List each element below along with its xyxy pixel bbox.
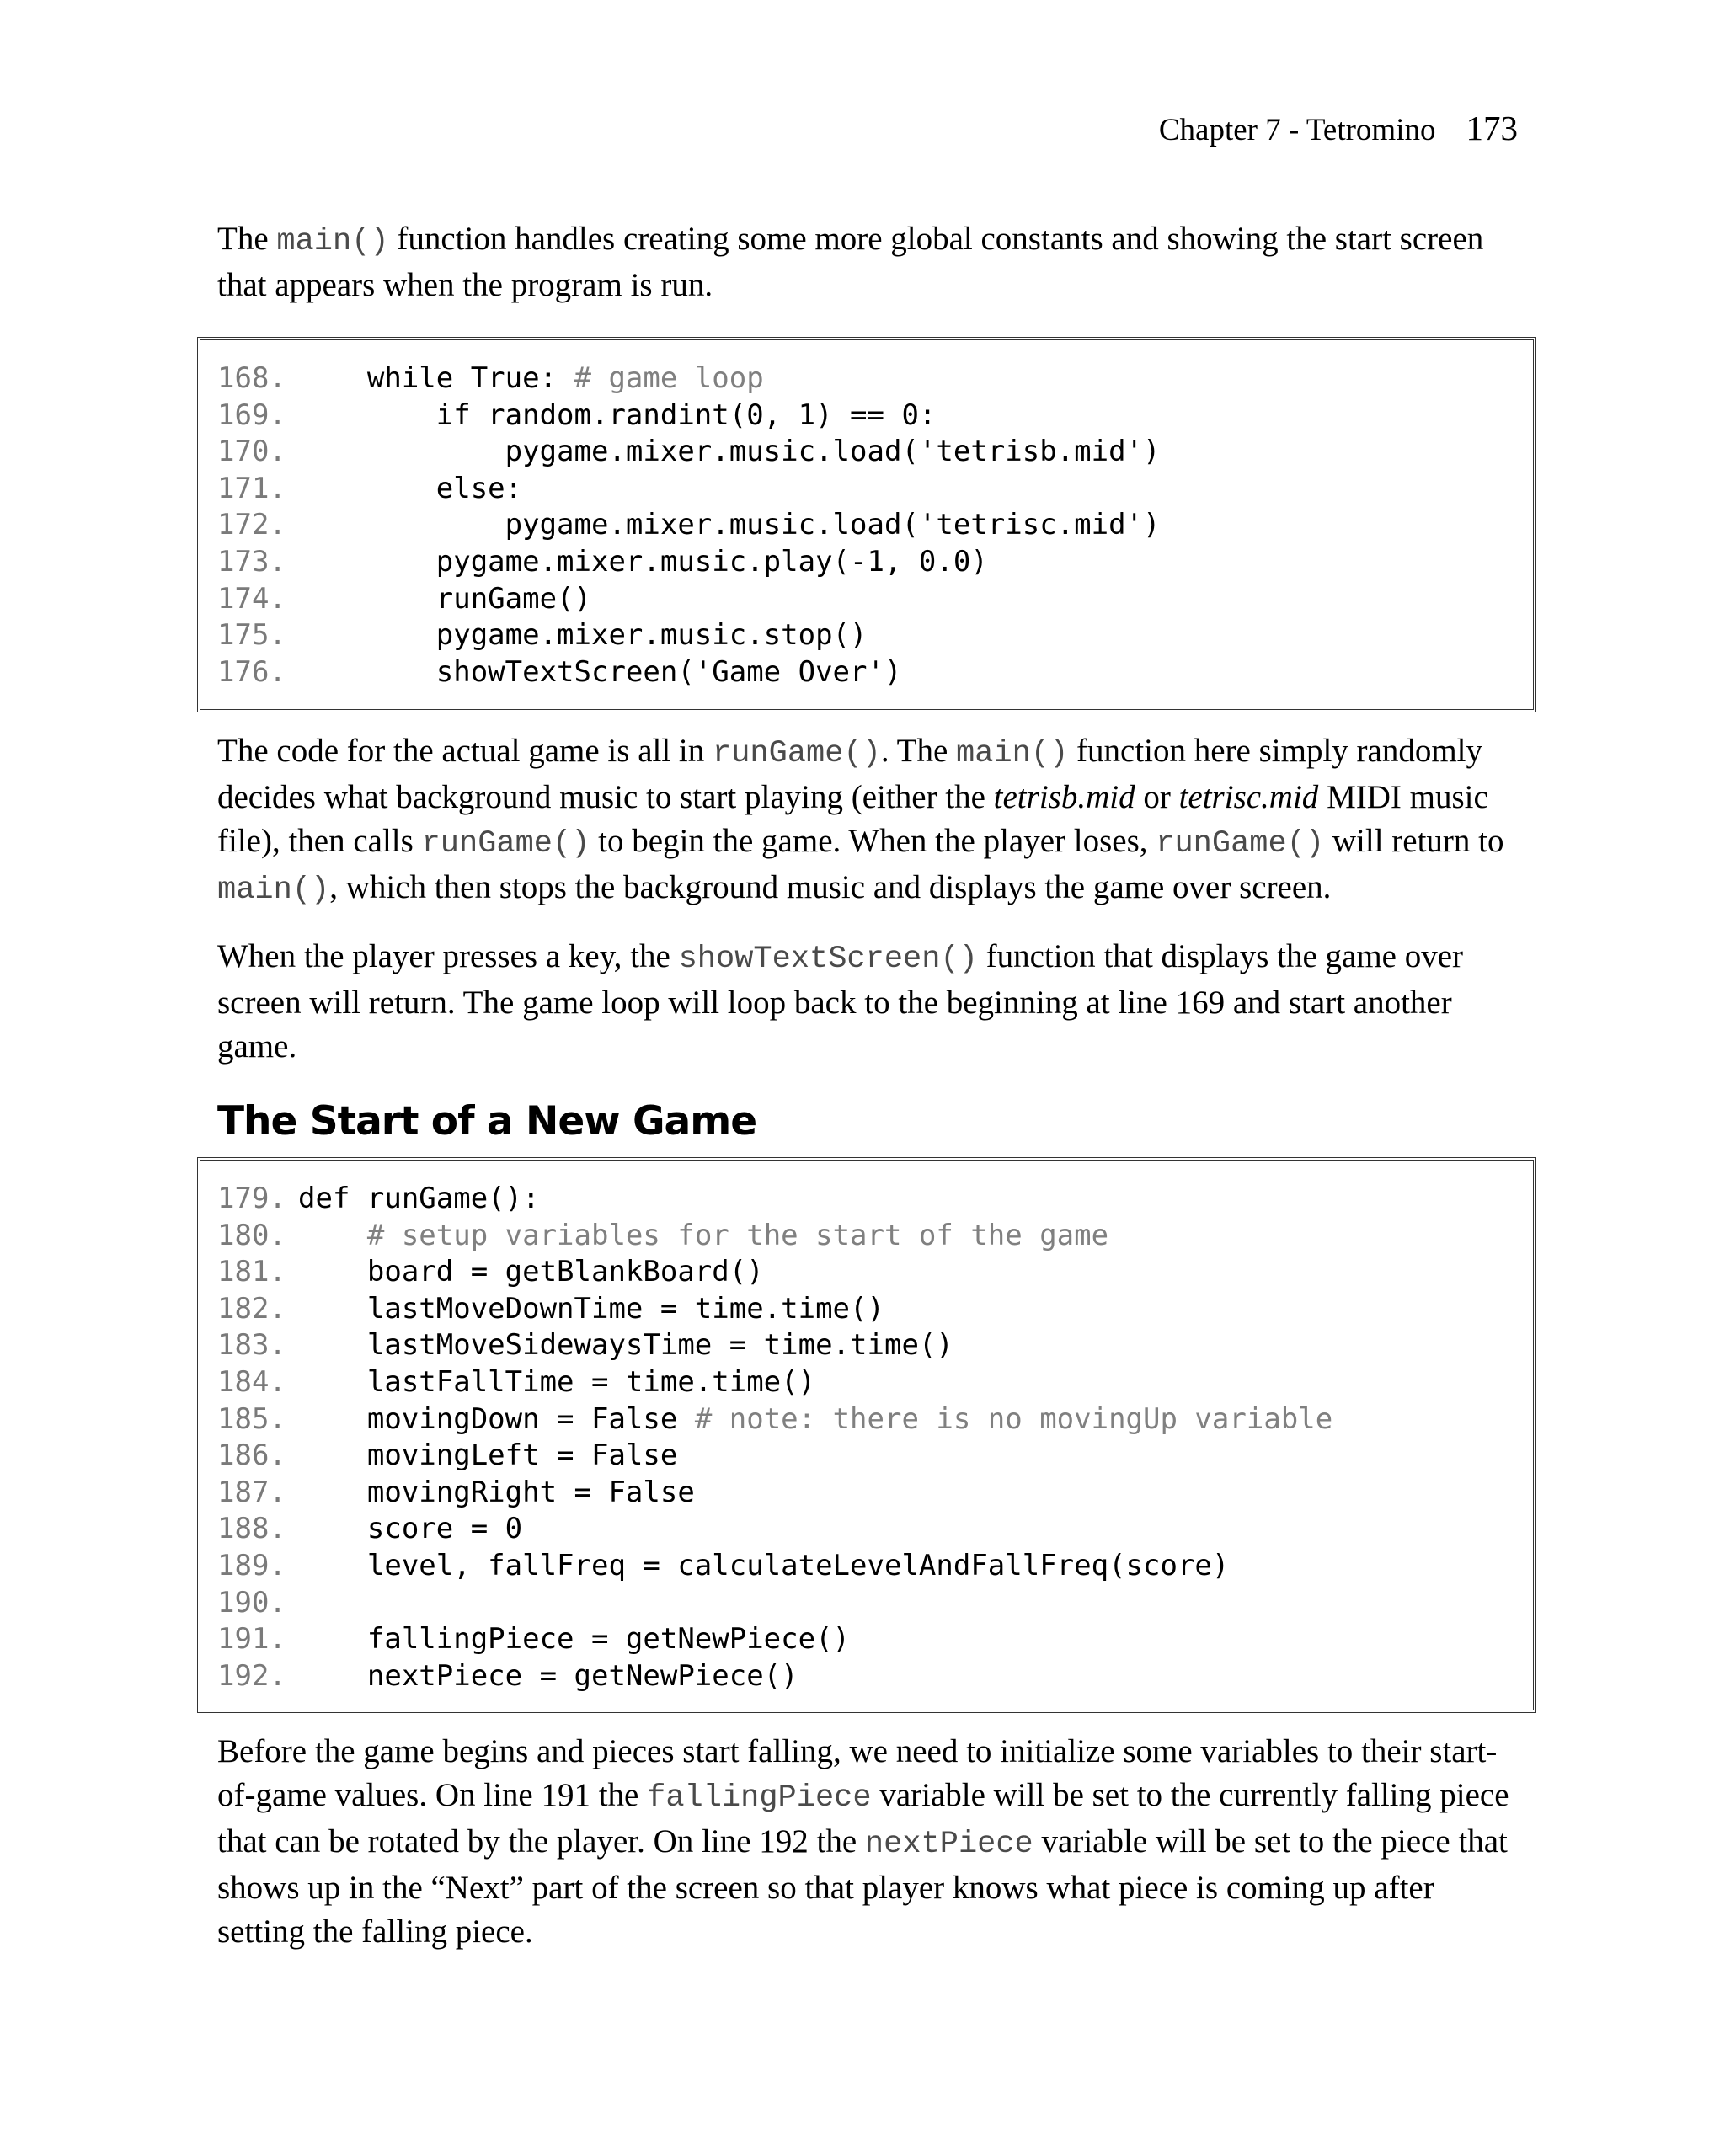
text-run: function handles creating some more global constants and showing the start screen that appears when the program is run.: [217, 221, 1484, 303]
code-line: [200, 1585, 1533, 1622]
code-comment: # setup variables for the start of the game: [366, 1218, 1109, 1252]
code-line: [200, 1438, 1533, 1475]
code-statement: if random.randint(0, 1) == 0:: [298, 398, 937, 432]
text-run: variable will be set to the piece that shows up in the “Next” part of the screen so that player knows what piece is coming up after setting the falling piece.: [217, 1823, 1508, 1950]
line-number: 181.: [217, 1255, 286, 1289]
page-number: 173: [1466, 109, 1518, 147]
code-line: [200, 1364, 1533, 1401]
text-run: function that displays the game over screen will return. The game loop will loop back to the beginning at line 169 and start another game.: [217, 938, 1464, 1065]
code-statement: fallingPiece = getNewPiece(): [298, 1622, 851, 1657]
paragraph-intro: [217, 217, 1514, 307]
code-statement: pygame.mixer.music.load('tetrisb.mid'): [298, 435, 1161, 469]
inline-code: runGame(): [1156, 826, 1325, 862]
inline-code: fallingPiece: [647, 1780, 872, 1816]
code-text: [298, 1511, 522, 1548]
line-number: 187.: [217, 1475, 286, 1509]
code-line: [200, 1548, 1533, 1585]
code-line: [200, 1254, 1533, 1291]
code-statement: def runGame():: [298, 1182, 540, 1215]
code-comment: # game loop: [574, 361, 764, 395]
inline-code: main(): [276, 224, 389, 259]
text-run: to begin the game. When the player loses,: [590, 823, 1156, 859]
line-number: 183.: [217, 1328, 286, 1363]
code-line: [200, 1511, 1533, 1548]
paragraph-game-over: [217, 935, 1514, 1069]
code-line: [200, 544, 1533, 581]
line-number: 192.: [217, 1658, 286, 1693]
line-number: 179.: [217, 1182, 286, 1215]
line-number: 170.: [217, 435, 286, 469]
code-text: [298, 581, 591, 618]
paragraph-initialize-variables: [217, 1730, 1514, 1954]
inline-code: nextPiece: [864, 1827, 1033, 1862]
code-statement: lastMoveSidewaysTime = time.time(): [298, 1328, 953, 1363]
code-line: [200, 1291, 1533, 1328]
paragraph-rungame-explanation: [217, 729, 1514, 912]
text-run: . The: [880, 733, 957, 769]
code-statement: score = 0: [298, 1512, 523, 1546]
code-statement: movingRight = False: [298, 1475, 695, 1509]
code-statement: else:: [298, 471, 523, 505]
code-text: [298, 1254, 764, 1291]
code-line: [200, 360, 1533, 398]
code-text: [298, 1401, 1332, 1438]
code-text: [298, 434, 1161, 471]
inline-code: main(): [956, 736, 1069, 771]
section-heading: The Start of a New Game: [217, 1098, 757, 1145]
code-statement: pygame.mixer.music.play(-1, 0.0): [298, 544, 988, 579]
line-number: 185.: [217, 1401, 286, 1436]
code-listing-rungame: [197, 1157, 1536, 1713]
line-number: 182.: [217, 1291, 286, 1326]
line-number: 186.: [217, 1438, 286, 1473]
code-line: [200, 1658, 1533, 1695]
text-run: , which then stops the background music and displays the game over screen.: [329, 869, 1332, 905]
inline-code: runGame(): [421, 826, 590, 862]
code-statement: pygame.mixer.music.load('tetrisc.mid'): [298, 508, 1161, 542]
code-text: [298, 1621, 850, 1658]
code-line: [200, 1621, 1533, 1658]
code-line: [200, 1401, 1533, 1438]
chapter-title: Chapter 7 - Tetromino: [1158, 113, 1436, 147]
code-text: [298, 1181, 540, 1218]
code-text: [298, 1658, 798, 1695]
line-number: 188.: [217, 1512, 286, 1546]
code-text: [298, 398, 936, 435]
code-statement: movingLeft = False: [298, 1438, 678, 1473]
text-run: variable will be set to the currently falling piece that can be rotated by the player. On line 192 the: [217, 1777, 1509, 1860]
code-text: [298, 654, 901, 691]
code-statement: pygame.mixer.music.stop(): [298, 618, 868, 653]
text-run: Before the game begins and pieces start falling, we need to initialize some variables to their start-of-game values. On line 191 the: [217, 1733, 1498, 1813]
text-run: The: [217, 221, 277, 257]
code-line: [200, 471, 1533, 508]
inline-code: showTextScreen(): [678, 942, 978, 977]
code-statement: showTextScreen('Game Over'): [298, 654, 902, 689]
code-line: [200, 617, 1533, 654]
code-line: [200, 1181, 1533, 1218]
line-number: 191.: [217, 1622, 286, 1657]
line-number: 172.: [217, 508, 286, 542]
code-text: [298, 1327, 953, 1364]
text-run: will return to: [1324, 823, 1504, 859]
code-line: [200, 507, 1533, 544]
code-line: [200, 581, 1533, 618]
line-number: 184.: [217, 1364, 286, 1399]
line-number: 176.: [217, 654, 286, 689]
code-statement: runGame(): [298, 581, 591, 616]
text-run: or: [1135, 779, 1179, 815]
code-text: [298, 1548, 1229, 1585]
line-number: 190.: [217, 1585, 286, 1620]
line-number: 189.: [217, 1548, 286, 1582]
inline-code: runGame(): [713, 736, 881, 771]
line-number: 174.: [217, 581, 286, 616]
filename-italic: tetrisb.mid: [993, 779, 1135, 815]
text-run: function here simply randomly decides what background music to start playing (either the: [217, 733, 1483, 815]
code-text: [298, 1218, 1108, 1255]
code-statement: lastFallTime = time.time(): [298, 1364, 816, 1399]
code-text: [298, 507, 1161, 544]
running-header: [1159, 108, 1518, 151]
inline-code: main(): [217, 873, 330, 908]
line-number: 175.: [217, 618, 286, 653]
code-statement: [298, 1219, 367, 1252]
code-line: [200, 434, 1533, 471]
code-text: [298, 1364, 815, 1401]
code-text: [298, 1438, 677, 1475]
code-line: [200, 1327, 1533, 1364]
code-line: [200, 1218, 1533, 1255]
code-line: [200, 654, 1533, 691]
code-comment: # note: there is no movingUp variable: [694, 1401, 1333, 1436]
code-text: [298, 617, 868, 654]
line-number: 173.: [217, 544, 286, 579]
text-run: The code for the actual game is all in: [217, 733, 713, 769]
text-run: MIDI music file), then calls: [217, 779, 1488, 859]
code-line: [200, 1475, 1533, 1512]
line-number: 168.: [217, 361, 286, 395]
code-statement: movingDown = False: [298, 1401, 695, 1436]
line-number: 180.: [217, 1218, 286, 1252]
code-text: [298, 360, 764, 398]
code-statement: lastMoveDownTime = time.time(): [298, 1291, 884, 1326]
code-statement: nextPiece = getNewPiece(): [298, 1658, 798, 1693]
code-statement: while True:: [298, 361, 574, 395]
code-text: [298, 544, 988, 581]
code-statement: level, fallFreq = calculateLevelAndFallFreq(score): [298, 1548, 1230, 1582]
text-run: When the player presses a key, the: [217, 938, 679, 974]
code-statement: board = getBlankBoard(): [298, 1255, 764, 1289]
line-number: 169.: [217, 398, 286, 432]
code-line: [200, 398, 1533, 435]
code-text: [298, 1291, 884, 1328]
code-text: [298, 1475, 695, 1512]
line-number: 171.: [217, 471, 286, 505]
code-listing-main-loop: [197, 337, 1536, 712]
filename-italic: tetrisc.mid: [1178, 779, 1319, 815]
code-text: [298, 471, 522, 508]
